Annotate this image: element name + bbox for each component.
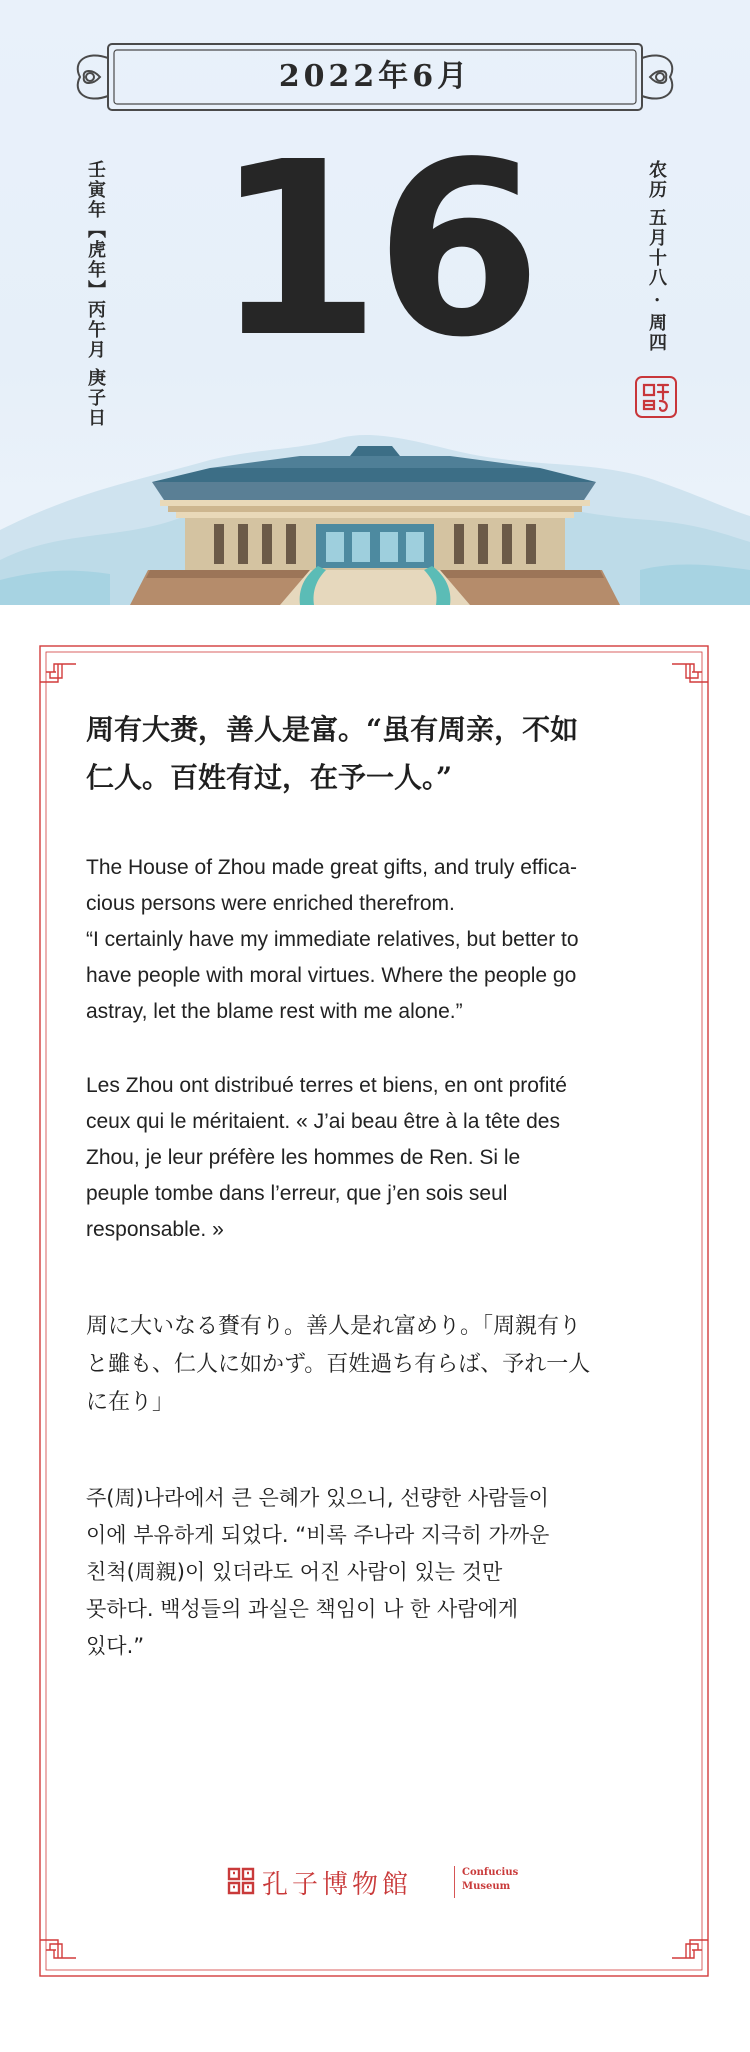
english-line: “I certainly have my immediate relatives, but better to — [86, 928, 579, 951]
quote-chinese — [86, 706, 666, 802]
lunar-date: 农历 五月十八 · 周四 — [646, 160, 667, 354]
french-line: Les Zhou ont distribué terres et biens, en ont profité — [86, 1074, 567, 1097]
french-line: Zhou, je leur préfère les hommes de Ren. Si le — [86, 1146, 521, 1169]
day-number: 16 — [214, 110, 536, 390]
french-line: ceux qui le méritaient. « J’ai beau être à la tête des — [86, 1110, 560, 1133]
japanese-line: に在り」 — [86, 1390, 175, 1415]
museum-emblem-icon — [226, 1866, 256, 1896]
translation-english — [86, 850, 676, 1030]
quote-chinese-line: 周有大赉，善人是富。“虽有周亲，不如 — [86, 713, 579, 746]
quote-card — [36, 642, 712, 1980]
translation-korean — [86, 1480, 676, 1665]
museum-name-english — [462, 1866, 518, 1894]
korean-line: 있다.” — [86, 1634, 145, 1658]
english-line: astray, let the blame rest with me alone.” — [86, 1000, 463, 1023]
month-banner — [66, 38, 684, 116]
korean-line: 친척(周親)이 있더라도 어진 사람이 있는 것만 — [86, 1560, 503, 1584]
museum-name: 孔子博物館 — [262, 1870, 413, 1900]
japanese-line: 周に大いなる賚有り。善人是れ富めり。「周親有り — [86, 1314, 582, 1339]
english-line: have people with moral virtues. Where the people go — [86, 964, 577, 987]
korean-line: 이에 부유하게 되었다. “비록 주나라 지극히 가까운 — [86, 1523, 550, 1547]
english-line: The House of Zhou made great gifts, and truly effica- — [86, 856, 578, 879]
logo-divider — [454, 1866, 455, 1898]
calendar-seal-icon — [634, 375, 678, 419]
french-line: peuple tombe dans l’erreur, que j’en sois seul — [86, 1182, 508, 1205]
quote-chinese-line: 仁人。百姓有过，在予一人。” — [86, 761, 453, 794]
logo-english-line: Confucius — [462, 1867, 519, 1878]
french-line: responsable. » — [86, 1218, 224, 1241]
japanese-line: と雖も、仁人に如かず。百姓過ち有らば、予れ一人 — [86, 1352, 591, 1377]
translation-french — [86, 1068, 676, 1248]
calendar-header — [0, 0, 750, 605]
korean-line: 주(周)나라에서 큰 은혜가 있으니, 선량한 사람들이 — [86, 1486, 549, 1510]
month-label: 2022年6月 — [278, 59, 472, 94]
english-line: cious persons were enriched therefrom. — [86, 892, 455, 915]
translation-japanese — [86, 1308, 676, 1422]
ganzhi-date: 壬寅年【虎年】丙午月 庚子日 — [85, 160, 106, 429]
korean-line: 못하다. 백성들의 과실은 책임이 나 한 사람에게 — [86, 1597, 519, 1621]
museum-illustration — [0, 420, 750, 605]
logo-english-line: Museum — [462, 1881, 511, 1892]
